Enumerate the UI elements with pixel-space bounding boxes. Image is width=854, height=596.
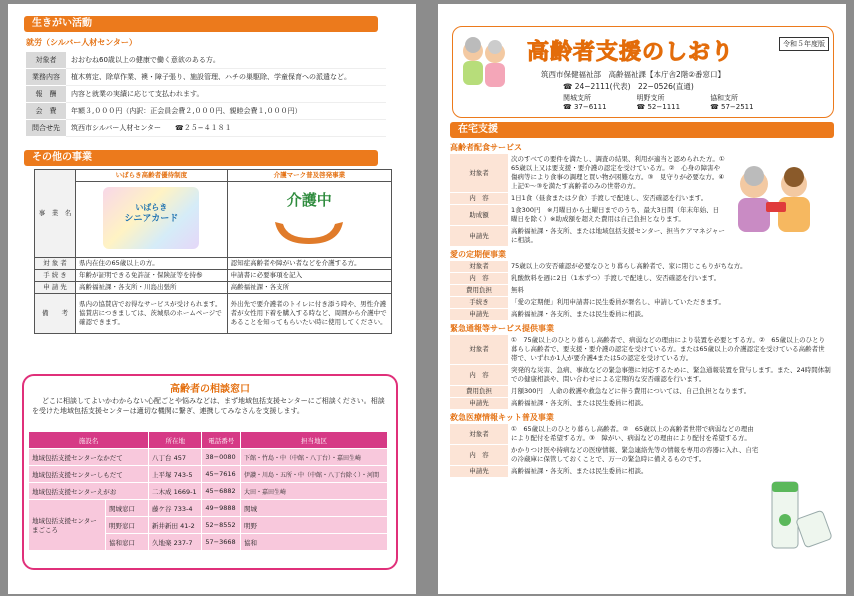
branch-sekijo: 関城支所 ☎ 37−6111	[563, 94, 607, 111]
service-row	[450, 297, 834, 309]
consult-box	[22, 374, 398, 570]
consult-group-name: 地域包括支援センターまごころ	[29, 500, 106, 551]
consult-group-area: 明野	[240, 517, 387, 534]
branch-list	[563, 93, 823, 111]
shuro-row-label: 業務内容	[26, 69, 66, 86]
service-row-label: 内 容	[450, 273, 508, 285]
consult-name: 地域包括支援センターえがお	[29, 483, 149, 500]
consult-tel: 45−7616	[202, 466, 241, 483]
service-row	[450, 205, 728, 226]
service-row-value: ① 65歳以上のひとり暮らし高齢者。② 65歳以上の高齢者世帯で病弱などの理由により配付を希望する方。③ 障がい、病弱などの理由により配付を希望する方。	[508, 424, 762, 445]
shuro-row-value: おおむね60歳以上の健康で働く意欲のある方。	[66, 52, 386, 69]
shuro-row	[26, 69, 386, 86]
shuro-row-label: 報 酬	[26, 86, 66, 103]
service-row-label: 費用負担	[450, 386, 508, 398]
service-table	[450, 424, 762, 478]
service-table	[450, 261, 834, 321]
consult-desc: どこに相談してよいかわからない心配ごとや悩みなどは、まず地域包括支援センターにご相談ください。相談を受けた地域包括支援センターは適切な機関に繋ぎ、連携してみなさんを支援します。	[32, 397, 385, 415]
service-row	[450, 309, 834, 321]
service-row-value: 高齢福祉課・各支所、または民生委員に相談。	[508, 309, 834, 321]
section-title-ikigai: 生きがい活動	[24, 16, 378, 32]
shuro-row	[26, 120, 386, 137]
consult-group-area: 関城	[240, 500, 387, 517]
shuro-row-label: 対象者	[26, 52, 66, 69]
consult-group-tel: 49−9888	[202, 500, 241, 517]
shuro-table	[26, 52, 386, 137]
consult-area: 伊讃・川島・五所・中（中館・八丁台除く）・河間	[240, 466, 387, 483]
row-label-jigyo: 事 業 名	[35, 170, 76, 258]
service-row-label: 申請先	[450, 226, 508, 247]
consult-addr: 二木成 1669-1	[149, 483, 202, 500]
service-title: 高齢者配食サービス	[450, 143, 522, 152]
consult-group-sub: 関城窓口	[106, 500, 149, 517]
service-row	[450, 386, 834, 398]
consult-group-addr: 新井新田 41-2	[149, 517, 202, 534]
service-row-value: 高齢福祉課・各支所、または地域包括支援センター、担当ケアマネジャーに相談。	[508, 226, 728, 247]
branch-kyowa: 協和支所 ☎ 57−2511	[710, 94, 754, 111]
service-row-label: 申請先	[450, 309, 508, 321]
senior-card-image	[103, 187, 199, 249]
service-title: 愛の定期便事業	[450, 250, 506, 259]
consult-table	[28, 431, 388, 551]
service-row	[450, 445, 762, 466]
service-row-value: ① 75歳以上のひとり暮らし高齢者で、病弱などの理由により装置を必要とする方。② 65歳以上のひとり暮らし高齢者で、要支援・要介護の認定を受けている方。または65歳以上の介護認定を受けている高齢者世帯で、いずれか1人が要介護4または5の認定を受けている方。	[508, 335, 834, 365]
service-row	[450, 398, 834, 410]
other-projects-table	[34, 169, 392, 334]
main-title: 高齢者支援のしおり	[527, 40, 735, 65]
card-text-ibaraki: いばらき	[135, 203, 168, 212]
service-row-value: 1食300円 ※月曜日から土曜日までのうち、最大3日間（年末年始、日曜日を除く）※助成額を超えた費用は自己負担となります。	[508, 205, 728, 226]
service-row-label: 手続き	[450, 297, 508, 309]
service-row-label: 助成額	[450, 205, 508, 226]
service-title: 救急医療情報キット普及事業	[450, 413, 554, 422]
other-row	[35, 258, 392, 270]
other-row-c2: 高齢福祉課・各支所	[227, 282, 391, 294]
other-row-c1: 県内の協賛店でお得なサービスが受けられます。協賛店につきましては、茨城県のホームページで確認できます。	[76, 294, 228, 334]
subtitle-shuro: 就労（シルバー人材センター）	[26, 38, 137, 47]
service-row	[450, 226, 728, 247]
service-row	[450, 424, 762, 445]
shuro-row-value: 筑西市シルバー人材センター ☎２５−４１８１	[66, 120, 386, 137]
service-row-label: 費用負担	[450, 285, 508, 297]
other-row-label: 備 考	[35, 294, 76, 334]
consult-group-area: 協和	[240, 534, 387, 551]
service-row	[450, 193, 728, 205]
shuro-row	[26, 52, 386, 69]
shuro-row-value: 年額３,０００円（内訳：正会員会費２,０００円、親睦会費１,０００円）	[66, 103, 386, 120]
service-table	[450, 154, 732, 247]
th-area: 担当地区	[240, 432, 387, 449]
shuro-row-label: 会 費	[26, 103, 66, 120]
caregiver-illustration	[728, 164, 820, 234]
header-box	[452, 26, 834, 118]
service-row	[450, 285, 834, 297]
service-row	[450, 466, 762, 478]
year-badge: 令和５年度版	[779, 37, 829, 51]
service-row-value: 高齢福祉課・各支所、または民生委員に相談。	[508, 466, 762, 478]
service-row	[450, 335, 834, 365]
other-row-c2: 外出先で要介護者のトイレに付き添う時や、男性介護者が女性用下着を購入する時など、周囲から介護中であることを知ってもらいたい時に使用してください。	[227, 294, 391, 334]
service-row-value: 「愛の定期便」利用申請書に民生委員が署名し、申請していただきます。	[508, 297, 834, 309]
th-shisetsu: 施設名	[29, 432, 149, 449]
service-row-label: 申請先	[450, 398, 508, 410]
consult-name: 地域包括支援センターしもだて	[29, 466, 149, 483]
branch-akeno: 明野支所 ☎ 52−1111	[636, 94, 681, 111]
service-row-value: 乳酸飲料を週に2日（1本ずつ）手渡しで配達し、安否確認を行います。	[508, 273, 834, 285]
consult-group-tel: 57−3668	[202, 534, 241, 551]
consult-row	[29, 466, 388, 483]
col-head-yutai: いばらき高齢者優待制度	[76, 170, 228, 182]
other-row-c2: 認知症高齢者や障がい者などを介護する方。	[227, 258, 391, 270]
consult-addr: 八丁台 457	[149, 449, 202, 466]
service-title: 緊急通報等サービス提供事業	[450, 324, 554, 333]
service-row-label: 対象者	[450, 335, 508, 365]
other-row	[35, 270, 392, 282]
consult-tel: 45−6882	[202, 483, 241, 500]
service-row-label: 内 容	[450, 193, 508, 205]
consult-area: 下館・竹島・中（中館・八丁台）・嘉田生崎	[240, 449, 387, 466]
mark-text-kaigochu: 介護中	[286, 191, 332, 209]
other-row-label: 対 象 者	[35, 258, 76, 270]
service-row-label: 申請先	[450, 466, 508, 478]
service-row-label: 対象者	[450, 424, 508, 445]
other-row	[35, 282, 392, 294]
left-page	[8, 4, 416, 594]
other-row	[35, 294, 392, 334]
section-title-zaitaku: 在宅支援	[450, 122, 834, 138]
dept-text: 筑西市保健福祉部 高齢福祉課【本庁舎2階②番窓口】	[541, 70, 725, 79]
service-row-label: 内 容	[450, 365, 508, 386]
consult-tel: 38−0080	[202, 449, 241, 466]
other-row-label: 手 続 き	[35, 270, 76, 282]
service-row-value: 突発的な災害、急病、事故などの緊急事態に対応するために、緊急通報装置を貸与します。また、24時間体制での健康相談や、問い合わせによる定期的な安否確認を行います。	[508, 365, 834, 386]
service-row-value: 75歳以上の安否確認が必要なひとり暮らし高齢者で、家に閉じこもりがちな方。	[508, 261, 834, 273]
shuro-row	[26, 103, 386, 120]
service-row-label: 対象者	[450, 154, 508, 193]
shuro-row-label: 問合せ先	[26, 120, 66, 137]
service-row-value: 次のすべての要件を満たし、調査の結果、利用が適当と認められた方。① 65歳以上又は要支援・要介護の認定を受けている方。② 心身の障害や傷病等により食事の調理と買い物が困難な方。③ 見守りが必要な方。④ 上記①～③を満たす高齢者のみの世帯の方。	[508, 154, 728, 193]
th-tel: 電話番号	[202, 432, 241, 449]
consult-group-sub: 明野窓口	[106, 517, 149, 534]
shuro-row-value: 内容と就業の実績に応じて支払われます。	[66, 86, 386, 103]
col-head-kaigo: 介護マーク普及啓発事業	[227, 170, 391, 182]
consult-group-addr: 久地楽 237-7	[149, 534, 202, 551]
service-row-value: 無料	[508, 285, 834, 297]
card-text-senior: シニアカード	[124, 214, 179, 224]
service-row	[450, 365, 834, 386]
other-row-c2: 申請書に必要事項を記入	[227, 270, 391, 282]
section-title-other: その他の事業	[24, 150, 378, 166]
consult-group-row	[29, 500, 388, 517]
other-row-label: 申 請 先	[35, 282, 76, 294]
right-page	[438, 4, 846, 594]
consult-group-addr: 藤ケ谷 733-4	[149, 500, 202, 517]
consult-group-tel: 52−8552	[202, 517, 241, 534]
other-row-c1: 県内在住の65歳以上の方。	[76, 258, 228, 270]
consult-area: 大田・嘉田生崎	[240, 483, 387, 500]
service-table	[450, 335, 834, 410]
service-row	[450, 261, 834, 273]
service-row-value: かかりつけ医や持病などの医療情報、緊急連絡先等の情報を専用の容器に入れ、自宅の冷蔵庫に保管しておくことで、万一の緊急時に備えるものです。	[508, 445, 762, 466]
shuro-row-value: 植木剪定、除草作業、襖・障子張り、施設管理、ハチの巣駆除、学童保育への派遣など。	[66, 69, 386, 86]
service-row-value: 高齢福祉課・各支所、または民生委員に相談。	[508, 398, 834, 410]
consult-title: 高齢者の相談窓口	[170, 384, 250, 395]
tel-main: ☎ 24−2111(代表) 22−0526(直通)	[563, 82, 694, 91]
consult-addr: 上平塚 743-5	[149, 466, 202, 483]
other-row-c1: 年齢が証明できる免許証・保険証等を持参	[76, 270, 228, 282]
consult-row	[29, 483, 388, 500]
consult-group-sub: 協和窓口	[106, 534, 149, 551]
service-row-value: 月額300円 人命の救護や救急などに伴う費用については、自己負担となります。	[508, 386, 834, 398]
service-row-label: 内 容	[450, 445, 508, 466]
service-row-value: 1日1食（昼食または夕食）手渡しで配達し、安否確認を行います。	[508, 193, 728, 205]
other-row-c1: 高齢福祉課・各支所・川島出張所	[76, 282, 228, 294]
consult-name: 地域包括支援センターなかだて	[29, 449, 149, 466]
service-row	[450, 154, 728, 193]
elderly-couple-icon	[459, 37, 509, 91]
service-row-label: 対象者	[450, 261, 508, 273]
th-shozaichi: 所在地	[149, 432, 202, 449]
kit-container-illustration	[764, 474, 834, 564]
consult-row	[29, 449, 388, 466]
shuro-row	[26, 86, 386, 103]
service-row	[450, 273, 834, 285]
kaigo-mark-image	[271, 188, 347, 248]
